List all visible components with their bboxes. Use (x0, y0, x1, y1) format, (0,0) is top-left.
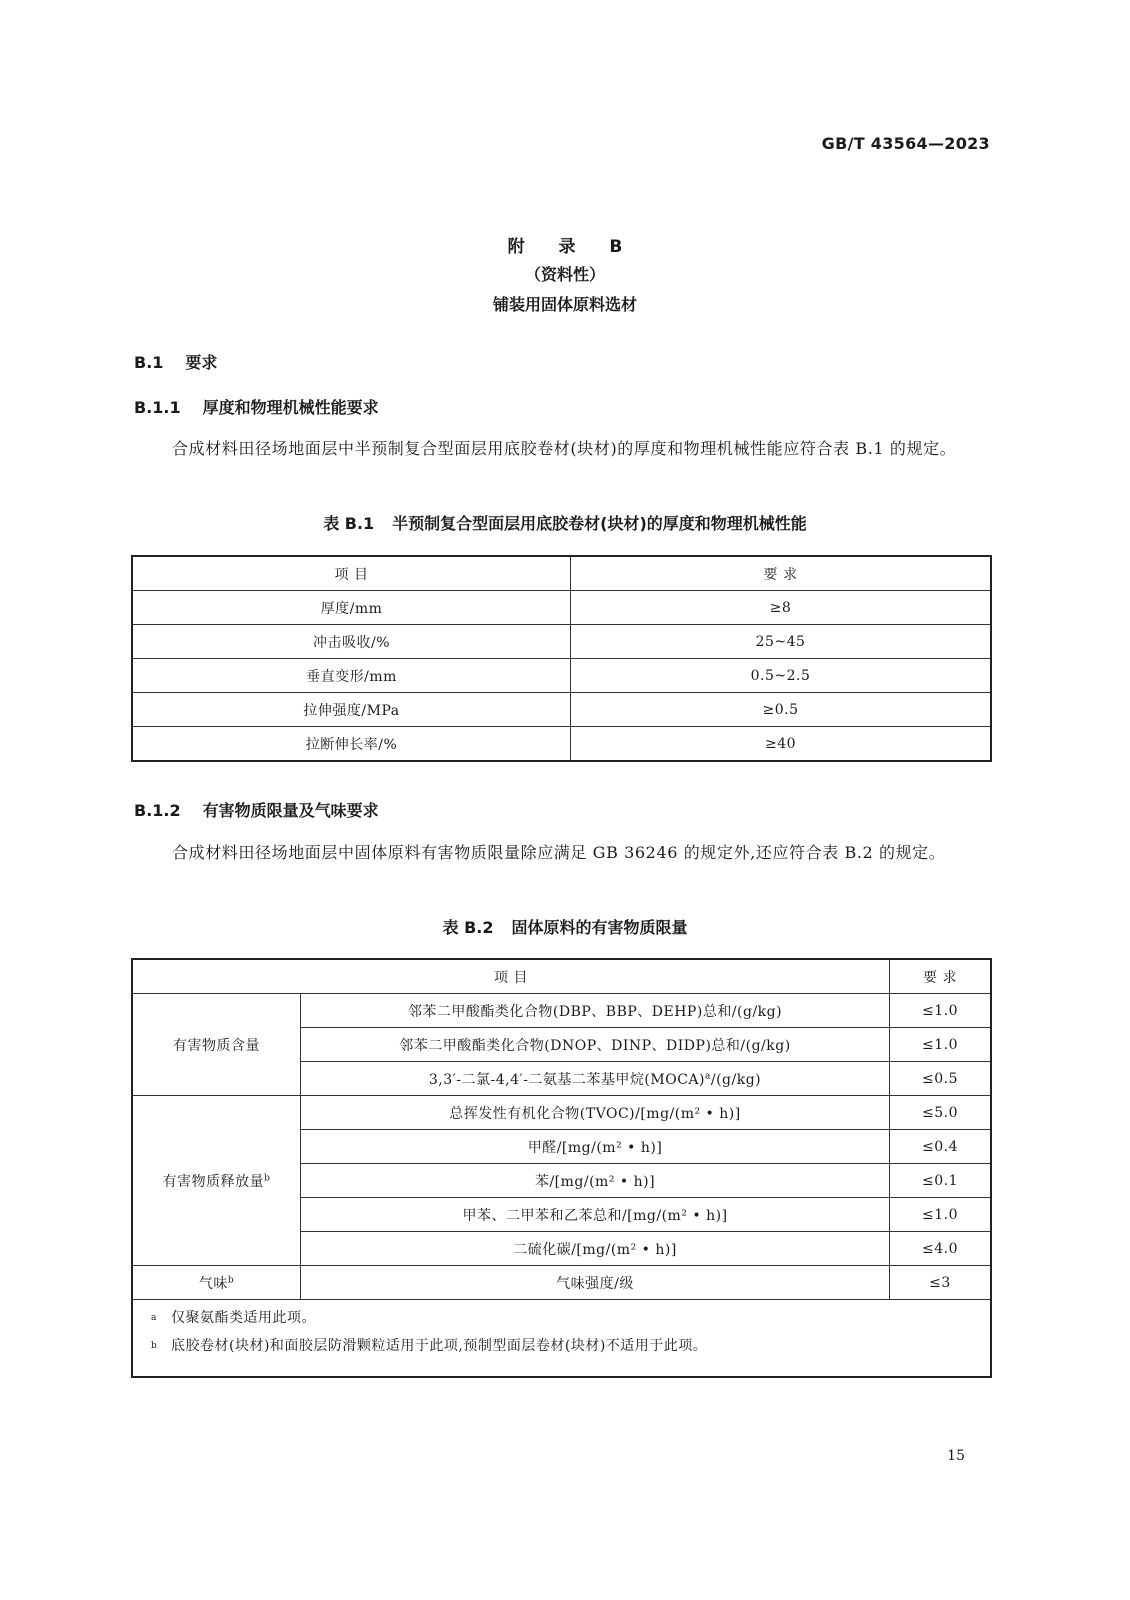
item-cell: 垂直变形/mm (132, 659, 571, 693)
item-cell: 二硫化碳/[mg/(m² • h)] (301, 1232, 890, 1266)
value-cell: ≤0.5 (890, 1062, 992, 1096)
value-cell: ≤1.0 (890, 1028, 992, 1062)
value-cell: ≥0.5 (571, 693, 992, 727)
value-cell: 0.5~2.5 (571, 659, 992, 693)
table-b2 (131, 958, 992, 1378)
item-cell: 厚度/mm (132, 591, 571, 625)
item-cell: 总挥发性有机化合物(TVOC)/[mg/(m² • h)] (301, 1096, 890, 1130)
item-cell: 甲醛/[mg/(m² • h)] (301, 1130, 890, 1164)
table-b1-caption (0, 511, 1130, 534)
footnote-mark: a (151, 1313, 157, 1323)
item-cell: 邻苯二甲酸酯类化合物(DNOP、DINP、DIDP)总和/(g/kg) (301, 1028, 890, 1062)
footnote-ref: a (705, 1070, 711, 1081)
table-notes (132, 1300, 991, 1378)
table-row (132, 693, 991, 727)
group-label: 有害物质释放量 (162, 1173, 265, 1190)
section-number: B.1 (134, 353, 164, 372)
value-cell: ≤3 (890, 1266, 992, 1300)
group-label: 气味 (198, 1275, 228, 1292)
footnote-text: 仅聚氨酯类适用此项。 (171, 1310, 316, 1326)
section-heading-b1 (134, 350, 217, 373)
table-label: 表 B.2 (442, 918, 494, 937)
value-cell: ≥40 (571, 727, 992, 762)
section-number: B.1.1 (134, 398, 181, 417)
table-row (132, 625, 991, 659)
value-cell: ≤1.0 (890, 1198, 992, 1232)
footnote-text: 底胶卷材(块材)和面胶层防滑颗粒适用于此项,预制型面层卷材(块材)不适用于此项。 (171, 1338, 708, 1354)
section-title: 有害物质限量及气味要求 (202, 801, 379, 820)
footnote-b (151, 1332, 972, 1360)
paragraph-b12: 合成材料田径场地面层中固体原料有害物质限量除应满足 GB 36246 的规定外,还应符合表 B.2 的规定。 (172, 843, 946, 862)
item-cell: 甲苯、二甲苯和乙苯总和/[mg/(m² • h)] (301, 1198, 890, 1232)
table-label: 表 B.1 (323, 514, 375, 533)
table-row (132, 659, 991, 693)
value-cell: ≤1.0 (890, 994, 992, 1028)
table-row (132, 994, 991, 1028)
page-number: 15 (947, 1448, 965, 1464)
annex-title: 附 录 B (507, 237, 637, 257)
header-cell-item: 项 目 (132, 959, 890, 994)
item-cell: 冲击吸收/% (132, 625, 571, 659)
table-title: 半预制复合型面层用底胶卷材(块材)的厚度和物理机械性能 (392, 514, 807, 533)
item-cell (301, 1062, 890, 1096)
section-title: 要求 (185, 353, 218, 372)
group-cell-content: 有害物质含量 (132, 994, 301, 1096)
table-header-row (132, 959, 991, 994)
table-b1 (131, 555, 992, 762)
table-row (132, 1266, 991, 1300)
item-text: 3,3′-二氯-4,4′-二氨基二苯基甲烷(MOCA) (428, 1071, 705, 1088)
section-number: B.1.2 (134, 801, 181, 820)
table-row (132, 591, 991, 625)
item-cell: 拉断伸长率/% (132, 727, 571, 762)
footnote-ref: b (227, 1274, 235, 1285)
paragraph-b11: 合成材料田径场地面层中半预制复合型面层用底胶卷材(块材)的厚度和物理机械性能应符合表 B.1 的规定。 (172, 439, 957, 458)
group-cell-odor (132, 1266, 301, 1300)
annex-type: （资料性） (524, 265, 605, 284)
value-cell: ≤0.4 (890, 1130, 992, 1164)
table-row (132, 1096, 991, 1130)
header-cell-requirement: 要 求 (571, 556, 992, 591)
section-title: 厚度和物理机械性能要求 (202, 398, 379, 417)
table-title: 固体原料的有害物质限量 (511, 918, 688, 937)
table-b2-caption (0, 915, 1130, 938)
footnote-ref: b (264, 1172, 271, 1183)
value-cell: ≤0.1 (890, 1164, 992, 1198)
standard-code: GB/T 43564—2023 (821, 134, 990, 153)
table-notes-row (132, 1300, 991, 1378)
table-header-row (132, 556, 991, 591)
item-cell: 气味强度/级 (301, 1266, 890, 1300)
item-cell: 拉伸强度/MPa (132, 693, 571, 727)
table-row (132, 727, 991, 762)
header-cell-item: 项 目 (132, 556, 571, 591)
item-cell: 苯/[mg/(m² • h)] (301, 1164, 890, 1198)
header-cell-requirement: 要 求 (890, 959, 992, 994)
value-cell: ≥8 (571, 591, 992, 625)
group-cell-release (132, 1096, 301, 1266)
footnote-mark: b (151, 1341, 158, 1351)
section-heading-b12 (134, 798, 379, 821)
section-heading-b11 (134, 395, 379, 418)
value-cell: ≤4.0 (890, 1232, 992, 1266)
value-cell: 25~45 (571, 625, 992, 659)
value-cell: ≤5.0 (890, 1096, 992, 1130)
annex-name: 铺装用固体原料选材 (492, 295, 637, 314)
item-unit: /(g/kg) (710, 1071, 762, 1088)
footnote-a (151, 1304, 972, 1332)
item-cell: 邻苯二甲酸酯类化合物(DBP、BBP、DEHP)总和/(g/kg) (301, 994, 890, 1028)
